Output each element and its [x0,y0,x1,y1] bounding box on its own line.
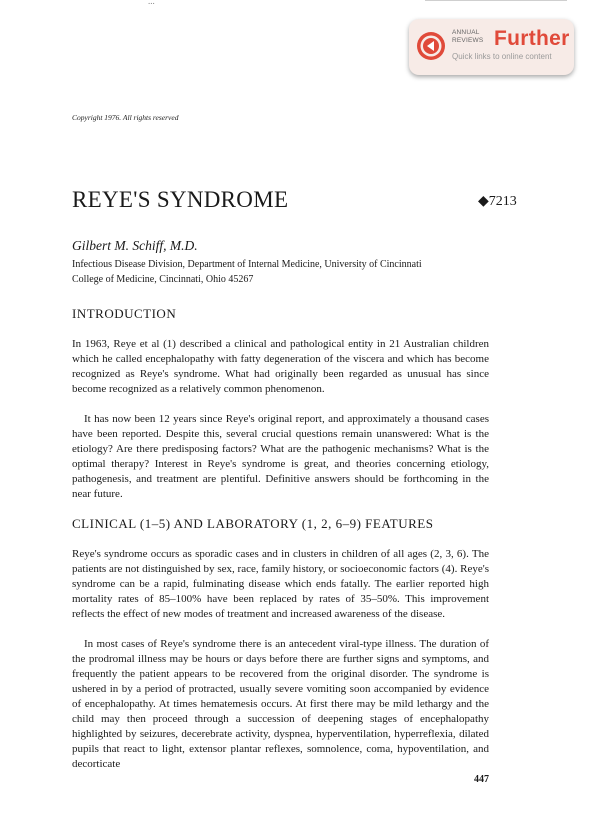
brand-line-2: REVIEWS [452,36,484,44]
annual-reviews-brand [452,29,483,44]
article-title: REYE'S SYNDROME [72,187,289,212]
author-affiliation [72,258,492,287]
brand-line-1: ANNUAL [452,29,480,36]
top-edge-fragment: ... [148,0,155,6]
further-links-widget[interactable] [409,19,574,75]
affiliation-line-2: College of Medicine, Cincinnati, Ohio 45267 [72,273,254,285]
further-title[interactable]: Further [494,27,570,50]
top-divider [425,0,567,1]
article-code: ◆7213 [478,194,517,209]
section-heading-clinical: CLINICAL (1–5) AND LABORATORY (1, 2, 6–9) FEATURES [72,516,434,531]
page-number: 447 [474,774,489,785]
copyright-notice: Copyright 1976. All rights reserved [72,113,179,122]
affiliation-line-1: Infectious Disease Division, Department of Internal Medicine, University of Cincinnati [72,259,422,270]
introduction-paragraph-1: In 1963, Reye et al (1) described a clinical and pathological entity in 21 Australian children which he called encephalopathy with fatty degeneration of the viscera and which has become recognized as Reye's syndrome. What had originally been regarded as unusual has since become recognized as a relatively common phenomenon. [72,338,489,395]
clinical-paragraph-1: Reye's syndrome occurs as sporadic cases and in clusters in children of all ages (2, 3, 6). The patients are not distinguished by sex, race, family history, or socioeconomic factors (4). Reye's syndrome can be a rapid, fulminating disease which ends fatally. The earlier reported high mortality rates of 85–100% have been replaced by rates of 35–50%. This improvement reflects the effect of new modes of treatment and increased awareness of the disease. [72,548,489,620]
introduction-paragraph-2: It has now been 12 years since Reye's original report, and approximately a thousand cases have been reported. Despite this, several crucial questions remain unanswered: What is the etiology? Are there predisposing factors? What are the pathogenic mechanisms? What is the optimal therapy? Interest in Reye's syndrome is great, and theories concerning etiology, pathogenesis, and treatment are plentiful. Definitive answers should be forthcoming in the near future. [72,413,489,500]
further-subtitle: Quick links to online content [452,52,552,61]
section-heading-introduction: INTRODUCTION [72,306,177,321]
play-arrow-icon[interactable] [416,31,446,61]
clinical-paragraph-2: In most cases of Reye's syndrome there is an antecedent viral-type illness. The duration of the prodromal illness may be hours or days before there are further signs and symptoms, and frequently the patient appears to be recovered from the original disorder. The syndrome is ushered in by a period of protracted, usually severe vomiting soon accompanied by evidence of encephalopathy. At times hematemesis occurs. At first there may be mild lethargy and the child may then proceed through a succession of deepening stages of encephalopathy highlighted by seizures, decerebrate activity, dyspnea, hyperventilation, hyperreflexia, dilated pupils that react to light, extensor plantar reflexes, somnolence, coma, hypoventilation, and decorticate [72,638,489,770]
author-name: Gilbert M. Schiff, M.D. [72,238,198,253]
